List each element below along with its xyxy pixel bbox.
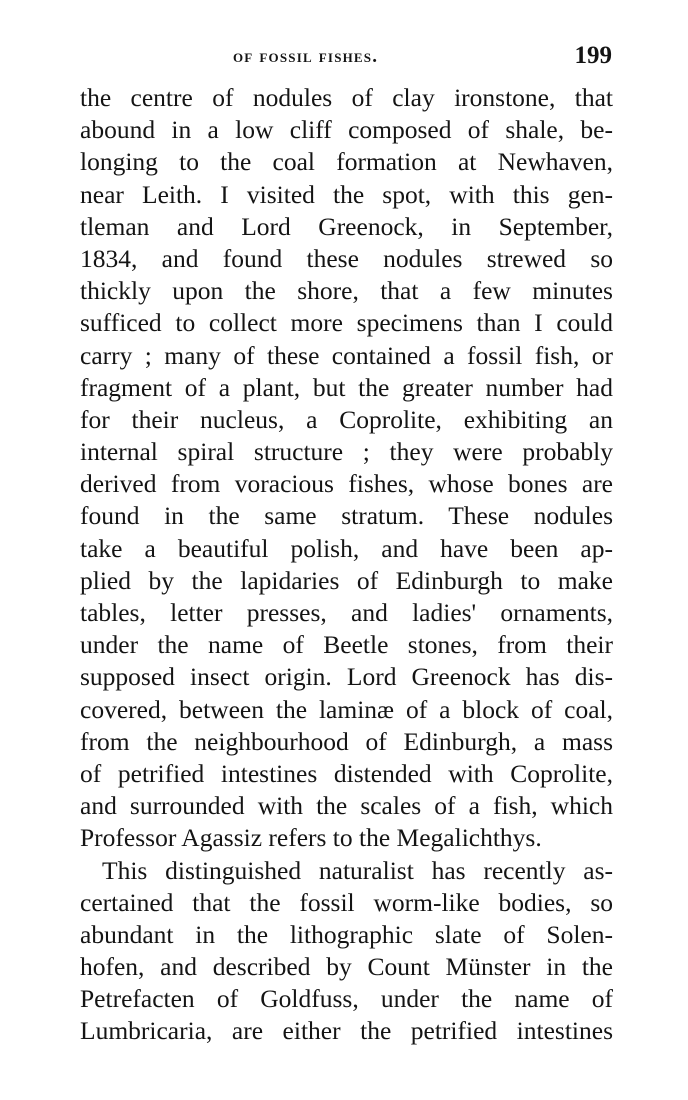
text-line: abundant in the lithographic slate of Solen- (80, 919, 613, 949)
paragraph-1 (80, 82, 613, 855)
text-line: of petrified intestines distended with Coprolite, (80, 758, 613, 788)
body-text (80, 82, 613, 1048)
text-line: under the name of Beetle stones, from their (80, 630, 613, 660)
text-line: for their nucleus, a Coprolite, exhibiting an (80, 404, 613, 434)
text-line: sufficed to collect more specimens than I could (80, 308, 613, 338)
text-line: 1834, and found these nodules strewed so (80, 243, 613, 273)
text-line: and surrounded with the scales of a fish, which (80, 791, 613, 821)
text-line: fragment of a plant, but the greater number had (80, 372, 613, 402)
text-line: from the neighbourhood of Edinburgh, a mass (80, 726, 613, 756)
text-line: abound in a low cliff composed of shale, be- (80, 115, 613, 145)
paragraph-2 (80, 855, 613, 1048)
text-line: thickly upon the shore, that a few minutes (80, 276, 613, 306)
text-line: the centre of nodules of clay ironstone, that (80, 83, 613, 112)
text-line: internal spiral structure ; they were probably (80, 437, 613, 467)
text-line: tleman and Lord Greenock, in September, (80, 211, 613, 241)
text-line: carry ; many of these contained a fossil fish, or (80, 340, 613, 370)
text-line: certained that the fossil worm-like bodies, so (80, 887, 613, 917)
text-line: near Leith. I visited the spot, with this gen- (80, 179, 613, 209)
text-line: derived from voracious fishes, whose bones are (80, 469, 613, 499)
text-line: longing to the coal formation at Newhaven, (80, 147, 613, 177)
text-line: Professor Agassiz refers to the Megalichthys. (80, 823, 542, 853)
page-number: 199 (574, 42, 612, 69)
text-line: take a beautiful polish, and have been ap- (80, 533, 613, 563)
text-line: supposed insect origin. Lord Greenock has dis- (80, 662, 613, 692)
text-line: plied by the lapidaries of Edinburgh to make (80, 565, 613, 595)
text-line: tables, letter presses, and ladies' ornaments, (80, 598, 613, 627)
running-head (80, 42, 615, 82)
text-line: Lumbricaria, are either the petrified intestines (80, 1016, 613, 1046)
text-line: covered, between the laminæ of a block of coal, (80, 694, 613, 724)
running-title: of fossil fishes. (233, 46, 379, 67)
text-line: found in the same stratum. These nodules (80, 501, 613, 531)
text-line: hofen, and described by Count Münster in the (80, 952, 613, 982)
text-line: This distinguished naturalist has recently as- (102, 855, 613, 885)
text-line: Petrefacten of Goldfuss, under the name of (80, 984, 613, 1014)
